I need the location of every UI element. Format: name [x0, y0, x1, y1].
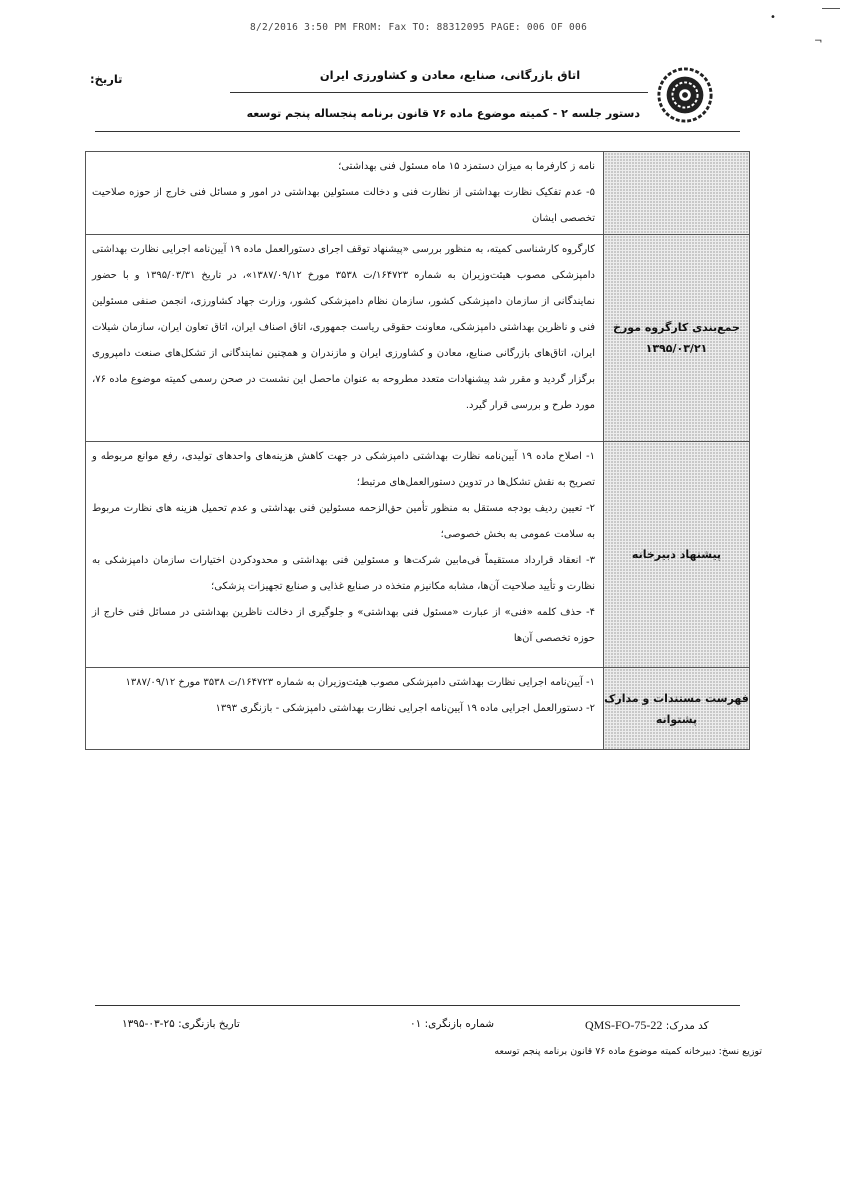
revision-value: ۰۱ [410, 1018, 422, 1030]
revision-label: شماره بازنگری: [424, 1018, 495, 1030]
row-label: فهرست مستندات و مدارک پشتوانه [604, 668, 750, 750]
row-content [86, 152, 604, 235]
table-row [86, 152, 750, 235]
document-subtitle: دستور جلسه ۲ - کمیته موضوع ماده ۷۶ قانون برنامه پنجساله پنجم توسعه [246, 107, 640, 120]
date-label: تاریخ: [90, 72, 123, 86]
row-label: جمع‌بندی کارگروه مورخ ۱۳۹۵/۰۳/۲۱ [604, 235, 750, 442]
subtitle-divider [95, 131, 740, 132]
chamber-logo-icon [656, 66, 714, 124]
scan-edge [822, 8, 840, 9]
table-row [86, 668, 750, 750]
scan-mark: • [770, 12, 776, 23]
paragraph: ۲- دستورالعمل اجرایی ماده ۱۹ آیین‌نامه اجرایی نظارت بهداشتی دامپزشکی - بازنگری ۱۳۹۳ [215, 703, 595, 714]
revision-date [122, 1018, 240, 1030]
paragraph: ۳- انعقاد قرارداد مستقیماً فی‌مابین شرکت‌ها و مسئولین فنی بهداشتی و محدودکردن اختیارات سازمان دامپزشکی به نظارت و تأیید صلاحیت آن‌ها، مشابه مکانیزم متخذه در صنایع غذایی و صنایع تجهیزات پزشکی؛ [92, 555, 595, 592]
revision-number [410, 1018, 494, 1030]
distribution-note: توزیع نسخ: دبیرخانه کمیته موضوع ماده ۷۶ قانون برنامه پنجم توسعه [494, 1046, 762, 1057]
row-label [604, 152, 750, 235]
revision-date-value: ۲۵-۰۳-۱۳۹۵ [122, 1018, 175, 1030]
paragraph: نامه ز کارفرما به میزان دستمزد ۱۵ ماه مسئول فنی بهداشتی؛ [338, 161, 595, 172]
header-divider [230, 92, 648, 93]
doc-code-label: کد مدرک: [665, 1020, 709, 1032]
organization-name: اتاق بازرگانی، صنایع، معادن و کشاورزی ایران [319, 68, 581, 82]
paragraph: ۲- تعیین ردیف بودجه مستقل به منظور تأمین حق‌الزحمه مسئولین فنی بهداشتی و عدم تحمیل هزینه های نظارت مربوط به سلامت عمومی به بخش خصوصی؛ [92, 503, 595, 540]
document-code [585, 1018, 709, 1033]
table-row [86, 442, 750, 668]
paragraph: ۱- اصلاح ماده ۱۹ آیین‌نامه نظارت بهداشتی دامپزشکی در جهت کاهش هزینه‌های واحدهای تولیدی، رفع موانع مربوطه و تصریح به نقش تشکل‌ها در تدوین دستورالعمل‌های مرتبط؛ [92, 451, 596, 488]
paragraph: کارگروه کارشناسی کمیته، به منظور بررسی «پیشنهاد توقف اجرای دستورالعمل ماده ۱۹ آیین‌نامه اجرایی نظارت بهداشتی دامپزشکی مصوب هیئت‌وزیران به شماره ۱۶۴۷۲۳/ت ۳۵۳۸ مورخ ۱۳۸۷/۰۹/۱۲»، در تاریخ ۱۳۹۵/۰۳/۳۱ و با حضور نمایندگانی از سازمان دامپزشکی کشور، سازمان نظام دامپزشکی کشور، وزارت جهاد کشاورزی، انجمن صنفی مسئولین فنی و ناظرین بهداشتی دامپزشکی، معاونت حقوقی ریاست جمهوری، اتاق اصناف ایران، اتاق تعاون ایران، سازمان شیلات ایران، اتاق‌های بازرگانی صنایع، معادن و کشاورزی ایران و مازندران و همچنین نمایندگانی از تشکل‌های صنعت دامپروری برگزار گردید و مقرر شد پیشنهادات متعدد مطروحه به عنوان ماحصل این نشست در صحن رسمی کمیته موضوع ماده ۷۶، مورد طرح و بررسی قرار گیرد. [92, 244, 595, 411]
table-row [86, 235, 750, 442]
row-content [86, 668, 604, 750]
scan-mark: ¬ [814, 36, 823, 47]
fax-header: 8/2/2016 3:50 PM FROM: Fax TO: 88312095 PAGE: 006 OF 006 [250, 22, 588, 33]
revision-date-label: تاریخ بازنگری: [178, 1018, 240, 1030]
row-content [86, 442, 604, 668]
paragraph: ۵- عدم تفکیک نظارت بهداشتی از نظارت فنی و دخالت مسئولین بهداشتی در امور و مسائل فنی خارج از حوزه صلاحیت تخصصی ایشان [92, 187, 595, 224]
agenda-table [85, 151, 750, 750]
paragraph: ۱- آیین‌نامه اجرایی نظارت بهداشتی دامپزشکی مصوب هیئت‌وزیران به شماره ۱۶۴۷۲۳/ت ۳۵۳۸ مورخ ۱۳۸۷/۰۹/۱۲ [125, 677, 595, 688]
row-label: پیشنهاد دبیرخانه [604, 442, 750, 668]
doc-code-value: QMS-FO-75-22 [585, 1018, 663, 1032]
row-content [86, 235, 604, 442]
footer-divider [95, 1005, 740, 1006]
paragraph: ۴- حذف کلمه «فنی» از عبارت «مسئول فنی بهداشتی» و جلوگیری از دخالت ناظرین بهداشتی در مسائل فنی خارج از حوزه تخصصی آن‌ها [92, 607, 595, 644]
